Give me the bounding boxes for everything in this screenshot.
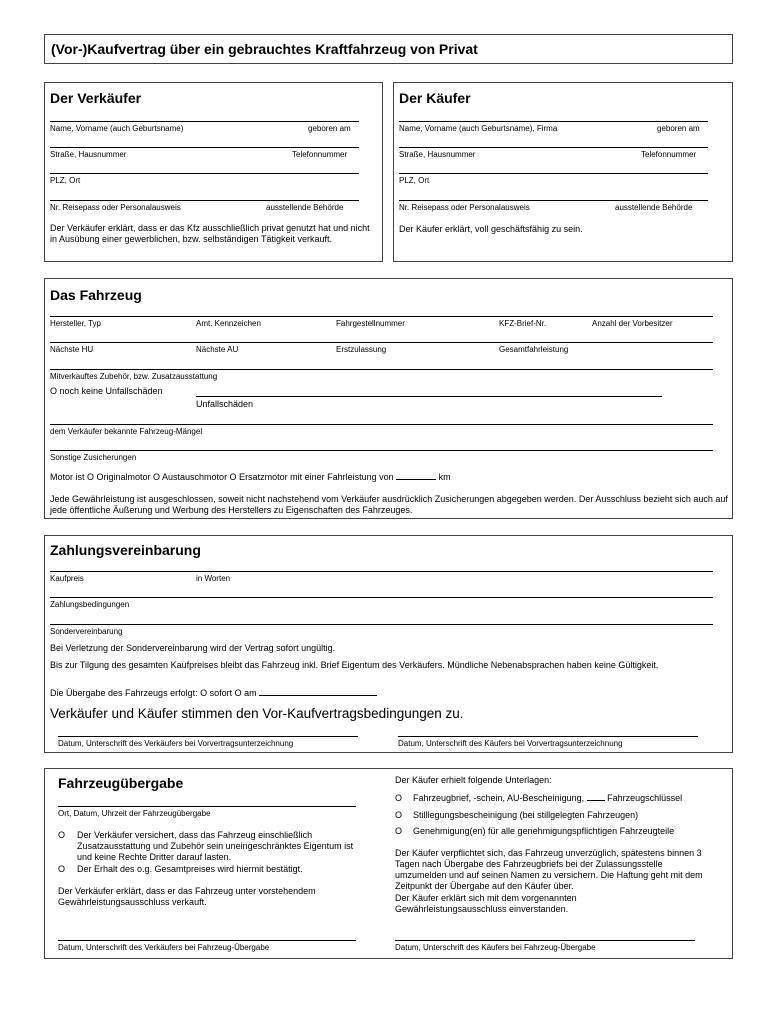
payment-ownership-text: Bis zur Tilgung des gesamten Kaufpreises bleibt das Fahrzeug inkl. Brief Eigentum des Verkäufers. Mündliche Nebenabsprachen haben keine Gültigkeit. — [50, 660, 659, 670]
seller-id-line[interactable] — [50, 200, 359, 201]
vehicle-brief-label: KFZ-Brief-Nr. — [499, 319, 547, 328]
payment-price-line[interactable] — [50, 571, 713, 572]
handover-buyer-declaration: Der Käufer erklärt sich mit dem vorgenannten Gewährleistungsausschluss einverstanden. — [395, 893, 577, 914]
payment-violation-text: Bei Verletzung der Sondervereinbarung wird der Vertrag sofort ungültig. — [50, 643, 336, 653]
seller-city-label: PLZ, Ort — [50, 176, 81, 185]
payment-price-label: Kaufpreis — [50, 574, 84, 583]
handover-doc-1-keys: Fahrzeugschlüssel — [607, 793, 683, 803]
title-box — [44, 34, 733, 64]
payment-box — [44, 535, 733, 753]
buyer-box — [393, 82, 733, 262]
buyer-name-line[interactable] — [399, 121, 708, 122]
seller-authority-label: ausstellende Behörde — [266, 203, 344, 212]
seller-street-line[interactable] — [50, 147, 359, 148]
vehicle-heading: Das Fahrzeug — [50, 287, 142, 303]
vehicle-regdate-label: Erstzulassung — [336, 345, 387, 354]
page-title: (Vor-)Kaufvertrag über ein gebrauchtes Kraftfahrzeug von Privat — [51, 41, 478, 57]
seller-phone-label: Telefonnummer — [292, 150, 348, 159]
handover-docs-heading: Der Käufer erhielt folgende Unterlagen: — [395, 775, 552, 785]
payment-special-line[interactable] — [50, 624, 713, 625]
handover-seller-sign-label: Datum, Unterschrift des Verkäufers bei Fahrzeug-Übergabe — [58, 943, 270, 952]
handover-doc-3: Genehmigung(en) für alle genehmigungspflichtigen Fahrzeugteile — [413, 826, 675, 836]
vehicle-engine-options[interactable]: Motor ist O Originalmotor O Austauschmotor O Ersatzmotor mit einer Fahrleistung von — [50, 472, 394, 482]
vehicle-accessories-label: Mitverkauftes Zubehör, bzw. Zusatzausstattung — [50, 372, 218, 381]
payment-handover-options[interactable]: Die Übergabe des Fahrzeugs erfolgt: O sofort O am — [50, 688, 257, 698]
payment-buyer-sign-line[interactable] — [398, 736, 698, 737]
handover-doc-2: Stilllegungsbescheinigung (bei stillgelegten Fahrzeugen) — [413, 810, 639, 820]
vehicle-assurances-label: Sonstige Zusicherungen — [50, 453, 137, 462]
buyer-city-line[interactable] — [399, 173, 708, 174]
buyer-authority-label: ausstellende Behörde — [615, 203, 693, 212]
handover-doc-bullet-2[interactable]: O — [395, 810, 403, 820]
handover-buyer-obligation: Der Käufer verpflichtet sich, das Fahrzeug unverzüglich, spätestens binnen 3 Tagen nach Übergabe des Fahrzeugbriefs bei der Zulassungsstelle umzumelden und auf seinen Namen zu versichern. Die Haftung geht mit dem Zeitpunkt der Übergabe auf den Käufer über. — [395, 848, 703, 891]
handover-doc-1-label: Fahrzeugbrief, -schein, AU-Bescheinigung, — [413, 793, 585, 803]
handover-buyer-sign-label: Datum, Unterschrift des Käufers bei Fahrzeug-Übergabe — [395, 943, 596, 952]
payment-agreement-text: Verkäufer und Käufer stimmen den Vor-Kaufvertragsbedingungen zu. — [50, 706, 464, 721]
seller-name-line[interactable] — [50, 121, 359, 122]
payment-buyer-sign-label: Datum, Unterschrift des Käufers bei Vorvertragsunterzeichnung — [398, 739, 623, 748]
handover-place-line[interactable] — [58, 806, 356, 807]
seller-id-label: Nr. Reisepass oder Personalausweis — [50, 203, 181, 212]
vehicle-defects-label: dem Verkäufer bekannte Fahrzeug-Mängel — [50, 427, 203, 436]
vehicle-warranty-text: Jede Gewährleistung ist ausgeschlossen, soweit nicht nachstehend vom Verkäufer ausdrücklich Zusicherungen abgegeben werden. Der Ausschluss bezieht sich auch auf jede öffentliche Äußerung und Werbung des Herstellers zu Eigenschaften des Fahrzeuges. — [50, 494, 728, 515]
buyer-declaration: Der Käufer erklärt, voll geschäftsfähig zu sein. — [399, 224, 583, 234]
seller-heading: Der Verkäufer — [50, 90, 142, 106]
payment-handover-date-field[interactable] — [259, 695, 377, 696]
handover-bullet-1[interactable]: O — [58, 830, 66, 840]
payment-seller-sign-label: Datum, Unterschrift des Verkäufers bei Vorvertragsunterzeichnung — [58, 739, 294, 748]
payment-heading: Zahlungsvereinbarung — [50, 542, 201, 558]
payment-conditions-line[interactable] — [50, 597, 713, 598]
seller-street-label: Straße, Hausnummer — [50, 150, 127, 159]
vehicle-no-damage-option[interactable]: O noch keine Unfallschäden — [50, 386, 163, 396]
seller-city-line[interactable] — [50, 173, 359, 174]
payment-special-label: Sondervereinbarung — [50, 627, 123, 636]
payment-inwords-label: in Worten — [196, 574, 231, 583]
payment-conditions-label: Zahlungsbedingungen — [50, 600, 130, 609]
vehicle-engine-km-field[interactable] — [396, 479, 436, 480]
vehicle-owners-label: Anzahl der Vorbesitzer — [592, 319, 673, 328]
handover-heading: Fahrzeugübergabe — [58, 775, 184, 791]
handover-ownership-text: Der Verkäufer versichert, dass das Fahrzeug einschließlich Zusatzausstattung und Zubehör sein uneingeschränktes Eigentum ist und keine Rechte Dritter darauf lasten. — [77, 830, 354, 862]
handover-doc-bullet-1[interactable]: O — [395, 793, 403, 803]
seller-name-label: Name, Vorname (auch Geburtsname) — [50, 124, 184, 133]
buyer-birth-label: geboren am — [657, 124, 700, 133]
vehicle-engine-unit: km — [438, 472, 451, 482]
vehicle-assurances-line[interactable] — [50, 450, 713, 451]
buyer-id-line[interactable] — [399, 200, 708, 201]
vehicle-plate-label: Amt. Kennzeichen — [196, 319, 261, 328]
buyer-id-label: Nr. Reisepass oder Personalausweis — [399, 203, 530, 212]
payment-seller-sign-line[interactable] — [58, 736, 358, 737]
vehicle-vin-label: Fahrgestellnummer — [336, 319, 405, 328]
vehicle-damage-line[interactable] — [196, 396, 662, 397]
vehicle-box — [44, 278, 733, 519]
vehicle-engine-line — [50, 472, 451, 483]
vehicle-make-label: Hersteller, Typ — [50, 319, 101, 328]
seller-birth-label: geboren am — [308, 124, 351, 133]
buyer-street-label: Straße, Hausnummer — [399, 150, 476, 159]
handover-box — [44, 768, 733, 959]
buyer-city-label: PLZ, Ort — [399, 176, 430, 185]
vehicle-damage-label: Unfallschäden — [196, 399, 254, 409]
handover-keys-count-field[interactable] — [587, 800, 605, 801]
vehicle-defects-line[interactable] — [50, 424, 713, 425]
handover-payment-text: Der Erhalt des o.g. Gesamtpreises wird hiermit bestätigt. — [77, 864, 303, 874]
handover-seller-declaration: Der Verkäufer erklärt, dass er das Fahrzeug unter vorstehendem Gewährleistungsausschluss verkauft. — [58, 886, 316, 907]
buyer-name-label: Name, Vorname (auch Geburtsname), Firma — [399, 124, 558, 133]
handover-seller-sign-line[interactable] — [58, 940, 356, 941]
handover-doc-bullet-3[interactable]: O — [395, 826, 403, 836]
buyer-heading: Der Käufer — [399, 90, 471, 106]
seller-box — [44, 82, 383, 262]
handover-buyer-sign-line[interactable] — [395, 940, 695, 941]
handover-bullet-2[interactable]: O — [58, 864, 66, 874]
buyer-phone-label: Telefonnummer — [641, 150, 697, 159]
seller-declaration: Der Verkäufer erklärt, dass er das Kfz ausschließlich privat genutzt hat und nicht in Ausübung einer gewerblichen, bzw. selbständigen Tätigkeit verkauft. — [50, 223, 370, 244]
vehicle-hu-label: Nächste HU — [50, 345, 94, 354]
handover-place-label: Ort, Datum, Uhrzeit der Fahrzeugübergabe — [58, 809, 211, 818]
buyer-street-line[interactable] — [399, 147, 708, 148]
vehicle-accessories-line[interactable] — [50, 369, 713, 370]
vehicle-row2-line[interactable] — [50, 342, 713, 343]
vehicle-mileage-label: Gesamtfahrleistung — [499, 345, 569, 354]
handover-doc-1 — [413, 793, 682, 804]
vehicle-row1-line[interactable] — [50, 316, 713, 317]
vehicle-au-label: Nächste AU — [196, 345, 239, 354]
payment-handover-line — [50, 688, 377, 699]
